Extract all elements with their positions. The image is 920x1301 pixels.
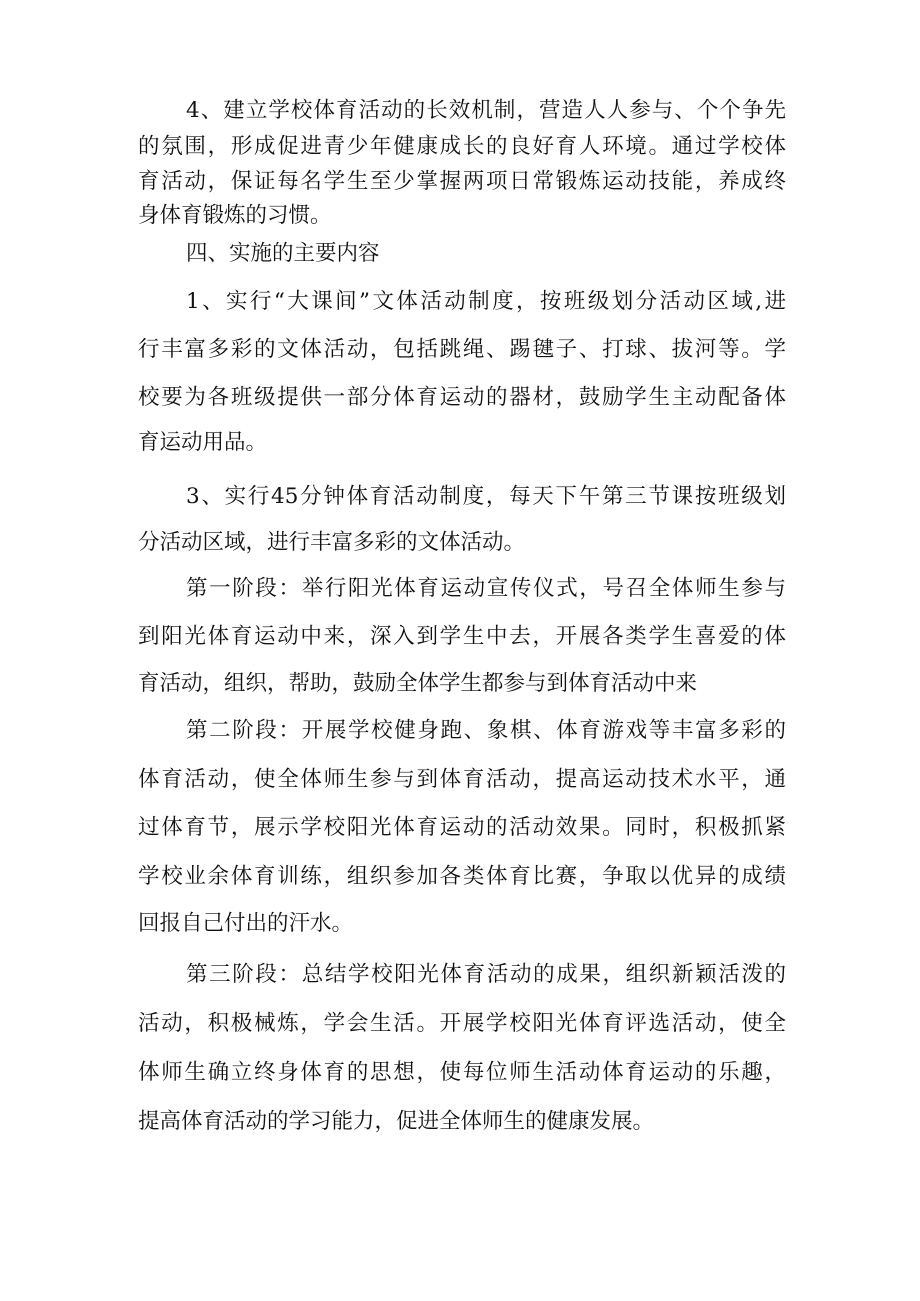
paragraph-line: 行丰富多彩的文体活动，包括跳绳、踢毽子、打球、拔河等。学 — [138, 337, 786, 362]
paragraph-line: 体育活动，使全体师生参与到体育活动，提高运动技术水平，通 — [138, 767, 786, 792]
paragraph-line: 育活动，保证每名学生至少掌握两项日常锻炼运动技能，养成终 — [138, 169, 786, 194]
paragraph-line: 的氛围，形成促进青少年健康成长的良好育人环境。通过学校体 — [138, 134, 786, 159]
paragraph-line: 育活动，组织，帮助，鼓励全体学生都参与到体育活动中来 — [138, 671, 698, 696]
paragraph-line: 校要为各班级提供一部分体育运动的器材，鼓励学生主动配备体 — [138, 385, 786, 410]
paragraph-line: 育运动用品。 — [138, 430, 268, 455]
paragraph-line: 第三阶段：总结学校阳光体育活动的成果，组织新颖活泼的 — [186, 962, 786, 987]
section-heading: 四、实施的主要内容 — [186, 241, 380, 266]
paragraph-line: 身体育锻炼的习惯。 — [138, 203, 332, 228]
paragraph-line: 4、建立学校体育活动的长效机制，营造人人参与、个个争先 — [186, 98, 786, 123]
paragraph-line: 学校业余体育训练，组织参加各类体育比赛，争取以优异的成绩 — [138, 864, 786, 889]
paragraph-line: 1、实行“大课间”文体活动制度，按班级划分活动区域,进 — [186, 289, 786, 314]
paragraph-line: 活动，积极械炼，学会生活。开展学校阳光体育评选活动，使全 — [138, 1011, 786, 1036]
paragraph-line: 3、实行45分钟体育活动制度，每天下午第三节课按班级划 — [186, 484, 786, 509]
paragraph-line: 到阳光体育运动中来，深入到学生中去，开展各类学生喜爱的体 — [138, 624, 786, 649]
paragraph-line: 过体育节，展示学校阳光体育运动的活动效果。同时，积极抓紧 — [138, 815, 786, 840]
paragraph-line: 体师生确立终身体育的思想，使每位师生活动体育运动的乐趣， — [138, 1060, 786, 1085]
paragraph-line: 分活动区域，进行丰富多彩的文体活动。 — [138, 530, 526, 555]
paragraph-line: 回报自己付出的汗水。 — [138, 911, 354, 936]
paragraph-line: 第一阶段：举行阳光体育运动宣传仪式，号召全体师生参与 — [186, 576, 786, 601]
paragraph-line: 第二阶段：开展学校健身跑、象棋、体育游戏等丰富多彩的 — [186, 718, 786, 743]
paragraph-line: 提高体育活动的学习能力，促进全体师生的健康发展。 — [138, 1109, 655, 1134]
